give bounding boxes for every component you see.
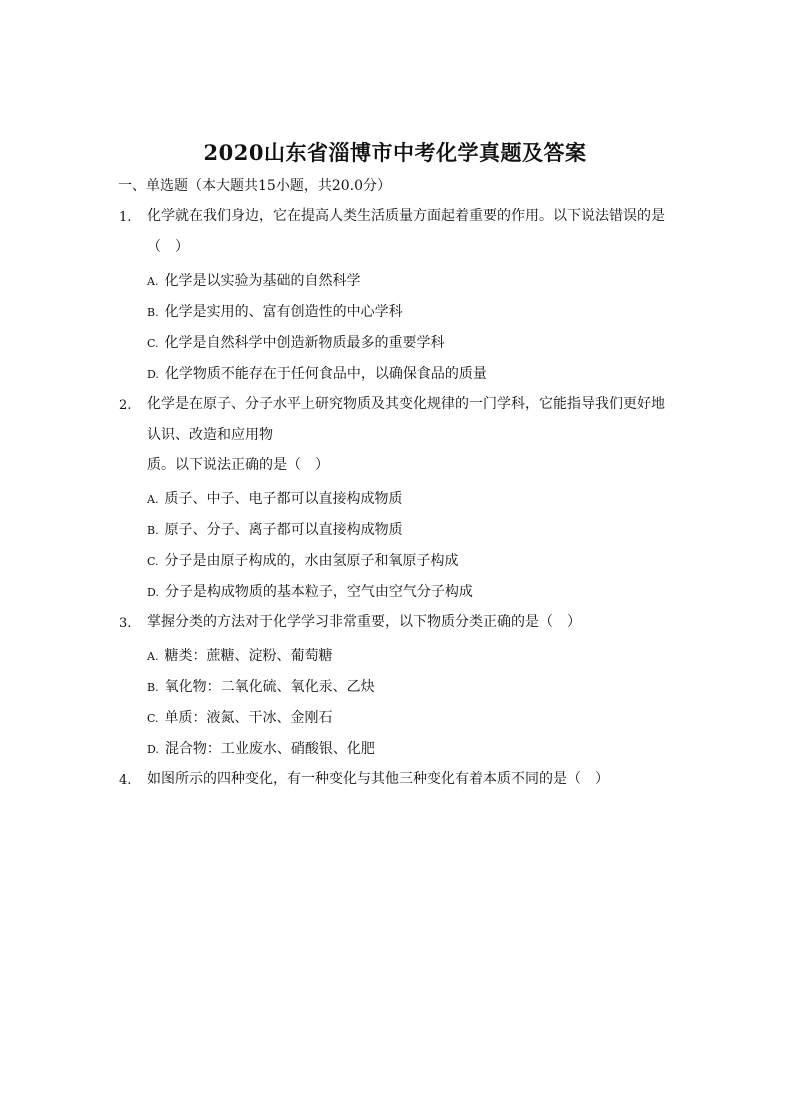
question-number: 4. xyxy=(119,773,132,788)
option-item xyxy=(147,301,403,321)
option-item xyxy=(147,488,402,508)
option-text: 化学是自然科学中创造新物质最多的重要学科 xyxy=(164,335,445,351)
question-text-line: 认识、改造和应用物 xyxy=(147,427,273,443)
option-letter: C. xyxy=(147,555,159,568)
question-number: 3. xyxy=(119,616,132,631)
option-letter: D. xyxy=(147,743,159,756)
option-text: 原子、分子、离子都可以直接构成物质 xyxy=(164,522,403,538)
option-text: 分子是由原子构成的，水由氢原子和氧原子构成 xyxy=(164,553,459,569)
option-letter: D. xyxy=(147,586,159,599)
option-letter: B. xyxy=(147,681,159,694)
option-item xyxy=(147,270,360,290)
option-item xyxy=(147,332,445,352)
option-letter: B. xyxy=(147,306,159,319)
option-letter: A. xyxy=(147,650,159,663)
option-item xyxy=(147,707,333,727)
option-letter: A. xyxy=(147,493,159,506)
option-item xyxy=(147,519,403,539)
option-letter: C. xyxy=(147,712,159,725)
option-item xyxy=(147,738,375,758)
option-text: 分子是构成物质的基本粒子，空气由空气分子构成 xyxy=(164,584,473,600)
section-heading: 一、单选题（本大题共15小题，共20.0分） xyxy=(118,178,391,194)
option-text: 化学物质不能存在于任何食品中，以确保食品的质量 xyxy=(164,366,487,382)
option-text: 化学是以实验为基础的自然科学 xyxy=(164,273,361,289)
option-text: 化学是实用的、富有创造性的中心学科 xyxy=(164,304,403,320)
document-title: 2020山东省淄博市中考化学真题及答案 xyxy=(203,140,587,165)
option-letter: B. xyxy=(147,524,159,537)
option-item xyxy=(147,645,332,665)
option-item xyxy=(147,550,459,570)
option-text: 质子、中子、电子都可以直接构成物质 xyxy=(164,491,403,507)
question-number: 1. xyxy=(119,210,132,225)
option-text: 氧化物：二氧化硫、氧化汞、乙炔 xyxy=(164,679,375,695)
option-item xyxy=(147,581,473,601)
option-text: 混合物：工业废水、硝酸银、化肥 xyxy=(164,741,375,757)
question-text-line: （ ） xyxy=(147,239,189,255)
option-text: 单质：液氮、干冰、金刚石 xyxy=(164,710,333,726)
question-text-line: 化学是在原子、分子水平上研究物质及其变化规律的一门学科，它能指导我们更好地 xyxy=(147,396,665,412)
option-letter: A. xyxy=(147,275,159,288)
option-letter: C. xyxy=(147,337,159,350)
option-item xyxy=(147,676,375,696)
question-number: 2. xyxy=(119,398,132,413)
option-item xyxy=(147,363,487,383)
question-text-line: 质。以下说法正确的是（ ） xyxy=(147,457,329,473)
option-letter: D. xyxy=(147,368,159,381)
question-text-line: 掌握分类的方法对于化学学习非常重要，以下物质分类正确的是（ ） xyxy=(147,614,581,630)
question-text-line: 化学就在我们身边，它在提高人类生活质量方面起着重要的作用。以下说法错误的是 xyxy=(147,208,665,224)
question-text-line: 如图所示的四种变化，有一种变化与其他三种变化有着本质不同的是（ ） xyxy=(147,771,609,787)
option-text: 糖类：蔗糖、淀粉、葡萄糖 xyxy=(164,648,333,664)
